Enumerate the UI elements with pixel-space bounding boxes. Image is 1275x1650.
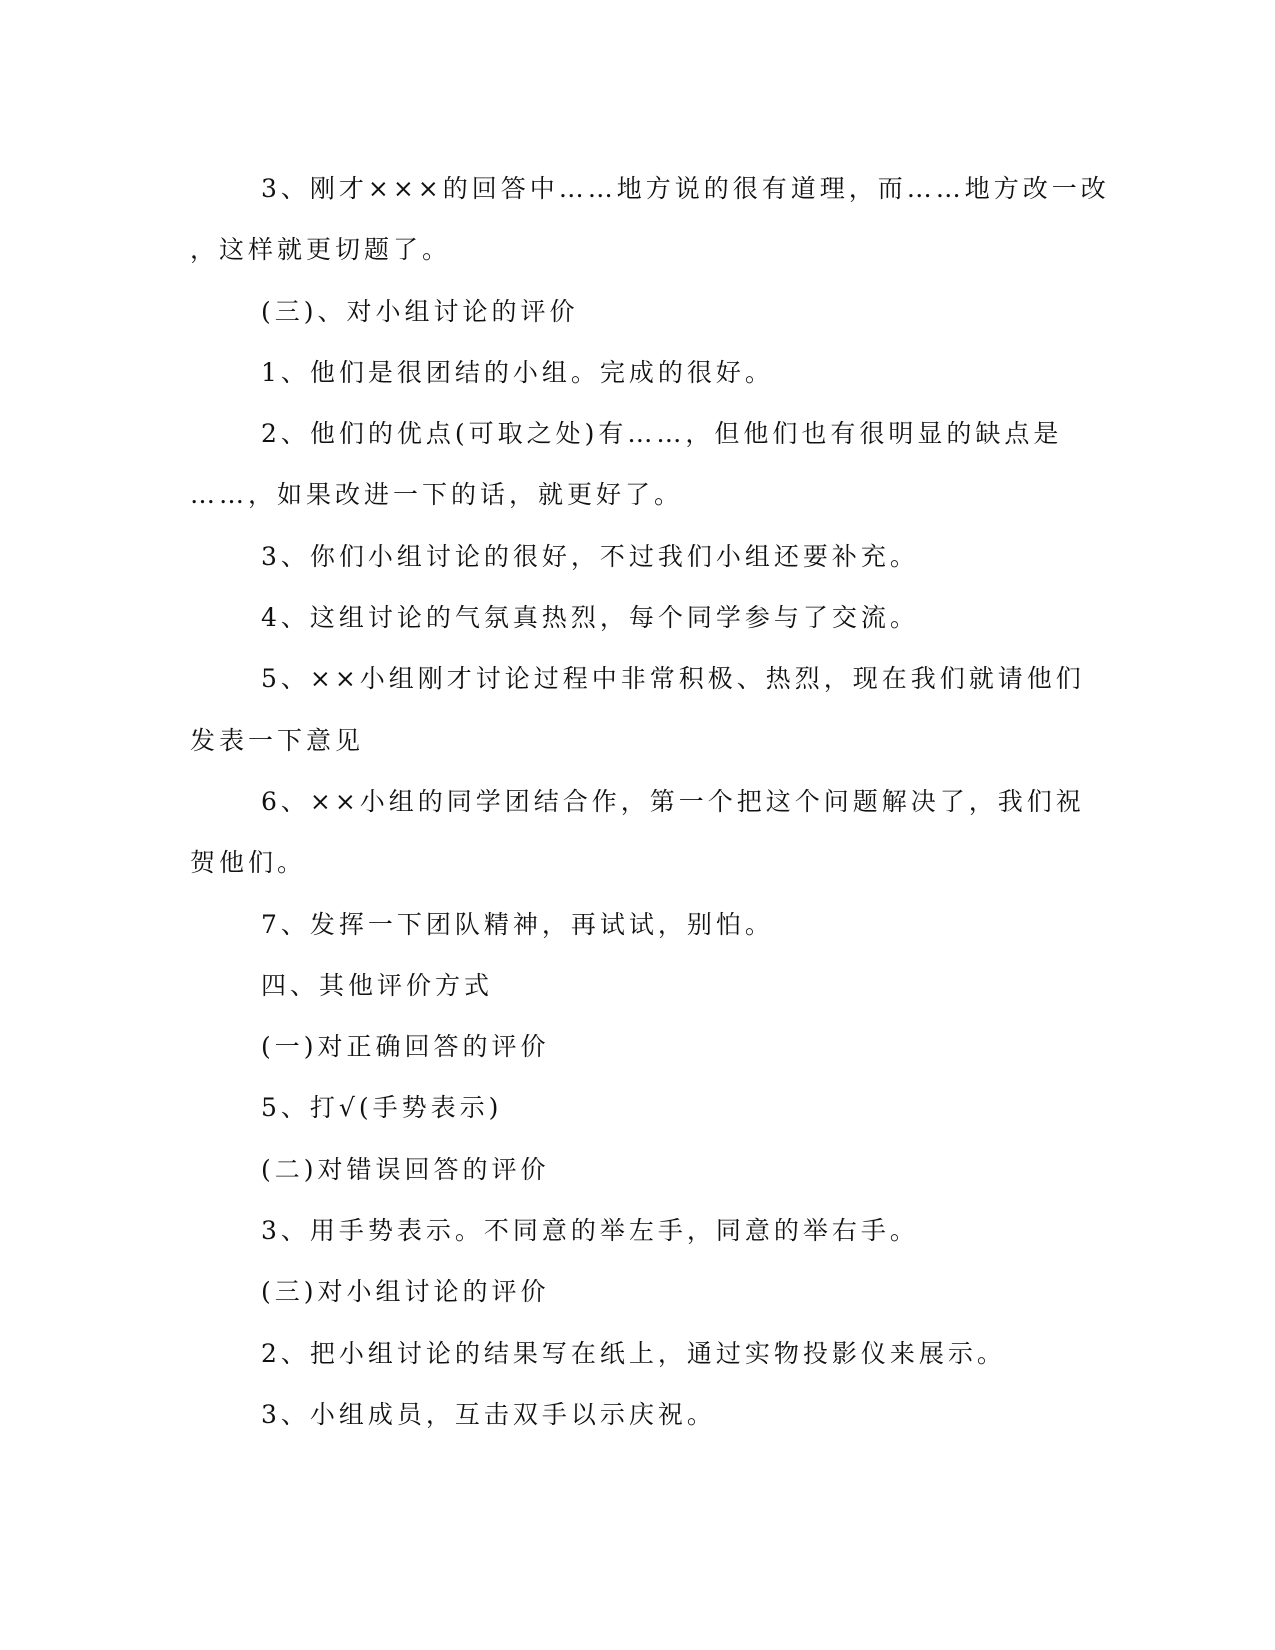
- paragraph-line: 5、××小组刚才讨论过程中非常积极、热烈，现在我们就请他们: [261, 664, 1085, 694]
- subsection-heading: (一)对正确回答的评价: [261, 1032, 550, 1062]
- section-heading: 四、其他评价方式: [261, 970, 494, 1000]
- paragraph-line: 3、用手势表示。不同意的举左手，同意的举右手。: [261, 1216, 919, 1246]
- paragraph-line: 5、打√(手势表示): [261, 1093, 503, 1123]
- subsection-heading: (二)对错误回答的评价: [261, 1154, 550, 1184]
- paragraph-line: 3、小组成员，互击双手以示庆祝。: [261, 1399, 716, 1429]
- paragraph-line: 6、××小组的同学团结合作，第一个把这个问题解决了，我们祝: [261, 786, 1085, 816]
- paragraph-line: 发表一下意见: [190, 725, 365, 755]
- paragraph-line: ，这样就更切题了。: [190, 235, 452, 265]
- paragraph-line: 3、你们小组讨论的很好，不过我们小组还要补充。: [261, 541, 919, 571]
- paragraph-line: 2、把小组讨论的结果写在纸上，通过实物投影仪来展示。: [261, 1338, 1006, 1368]
- subsection-heading: (三)对小组讨论的评价: [261, 1277, 550, 1307]
- paragraph-line: 贺他们。: [190, 848, 307, 878]
- paragraph-line: 1、他们是很团结的小组。完成的很好。: [261, 357, 774, 387]
- paragraph-line: 7、发挥一下团队精神，再试试，别怕。: [261, 909, 774, 939]
- document-body: [190, 158, 1110, 1445]
- paragraph-line: 3、刚才×××的回答中……地方说的很有道理，而……地方改一改: [261, 174, 1110, 203]
- paragraph-line: 2、他们的优点(可取之处)有……，但他们也有很明显的缺点是: [261, 419, 1063, 449]
- paragraph-line: 4、这组讨论的气氛真热烈，每个同学参与了交流。: [261, 603, 919, 633]
- paragraph-line: ……，如果改进一下的话，就更好了。: [190, 480, 684, 510]
- section-heading: (三)、对小组讨论的评价: [261, 296, 579, 326]
